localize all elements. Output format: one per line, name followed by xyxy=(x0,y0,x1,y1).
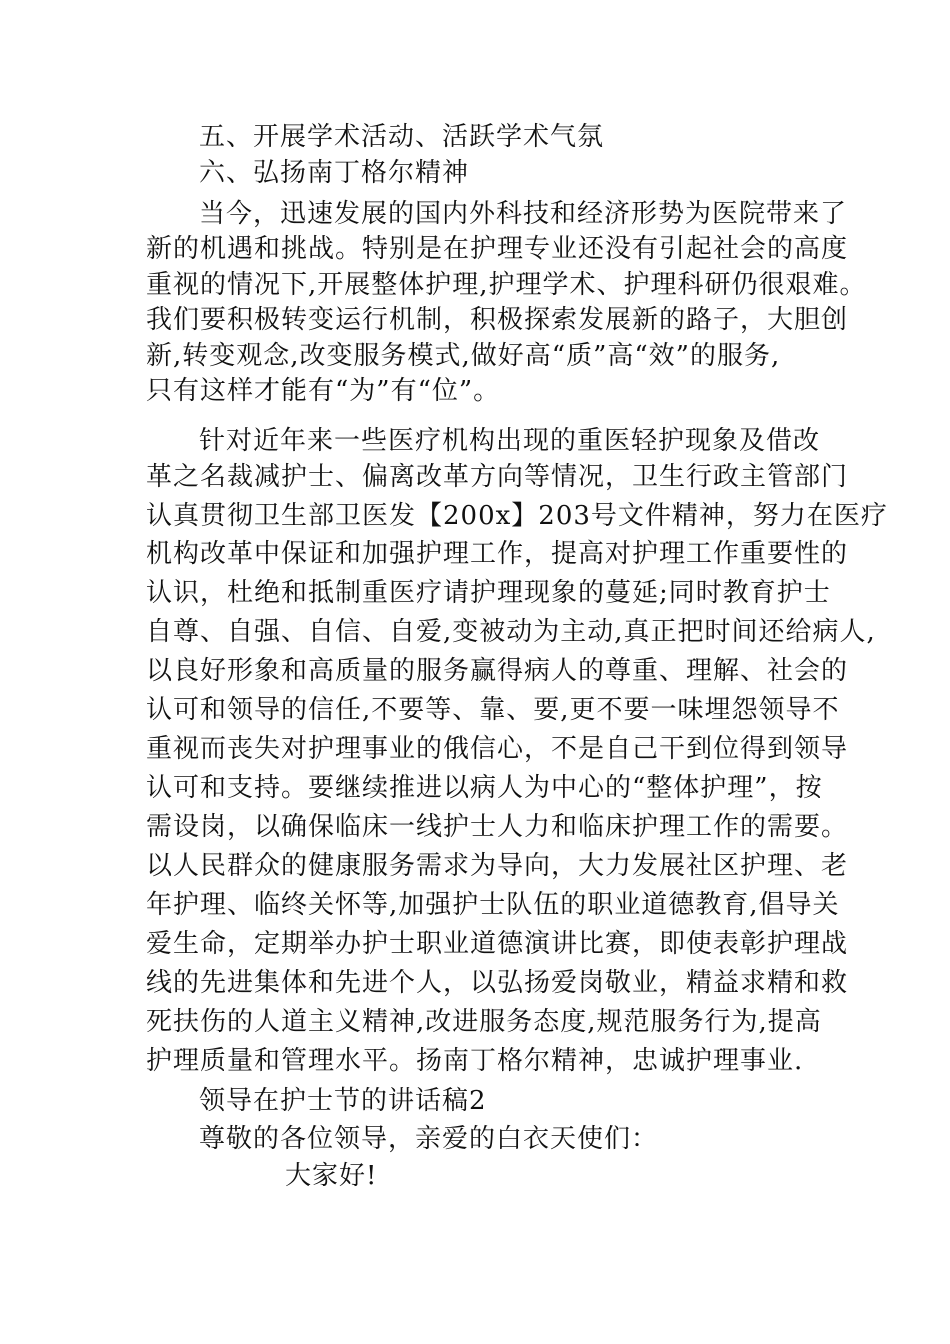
paragraph-2-line-1: 针对近年来一些医疗机构出现的重医轻护现象及借改 xyxy=(199,426,821,456)
paragraph-2-line-4: 机构改革中保证和加强护理工作，提高对护理工作重要性的 xyxy=(146,539,849,569)
paragraph-2-line-17: 护理质量和管理水平。扬南丁格尔精神，忠诚护理事业. xyxy=(146,1046,804,1076)
paragraph-2-line-15: 线的先进集体和先进个人，以弘扬爱岗敬业，精益求精和救 xyxy=(146,968,849,998)
paragraph-2-line-8: 认可和领导的信任,不要等、靠、要,更不要一味埋怨领导不 xyxy=(146,695,840,725)
salutation: 尊敬的各位领导，亲爱的白衣天使们： xyxy=(199,1124,659,1154)
paragraph-2-line-6: 自尊、自强、自信、自爱,变被动为主动,真正把时间还给病人, xyxy=(146,617,876,647)
paragraph-2-line-2: 革之名裁减护士、偏离改革方向等情况，卫生行政主管部门 xyxy=(146,462,849,492)
paragraph-2-line-7: 以良好形象和高质量的服务赢得病人的尊重、理解、社会的 xyxy=(146,656,849,686)
paragraph-1-line-2: 新的机遇和挑战。特别是在护理专业还没有引起社会的高度 xyxy=(146,234,849,264)
paragraph-2-line-13: 年护理、临终关怀等,加强护士队伍的职业道德教育,倡导关 xyxy=(146,890,840,920)
paragraph-1-line-1: 当今，迅速发展的国内外科技和经济形势为医院带来了 xyxy=(199,199,848,229)
greeting: 大家好! xyxy=(285,1161,378,1191)
paragraph-2-line-12: 以人民群众的健康服务需求为导向，大力发展社区护理、老 xyxy=(146,851,849,881)
paragraph-1-line-6: 只有这样才能有“为”有“位”。 xyxy=(146,376,501,406)
heading-section-6: 六、弘扬南丁格尔精神 xyxy=(199,158,470,188)
heading-section-5: 五、开展学术活动、活跃学术气氛 xyxy=(199,122,605,152)
paragraph-1-line-5: 新,转变观念,改变服务模式,做好高“质”高“效”的服务, xyxy=(146,341,781,371)
paragraph-2-line-10: 认可和支持。要继续推进以病人为中心的“整体护理”，按 xyxy=(146,773,823,803)
paragraph-2-line-16: 死扶伤的人道主义精神,改进服务态度,规范服务行为,提高 xyxy=(146,1007,822,1037)
paragraph-1-line-3: 重视的情况下,开展整体护理,护理学术、护理科研仍很艰难。 xyxy=(146,270,867,300)
paragraph-2-line-5: 认识，杜绝和抵制重医疗请护理现象的蔓延;同时教育护士 xyxy=(146,578,831,608)
paragraph-1-line-4: 我们要积极转变运行机制，积极探索发展新的路子，大胆创 xyxy=(146,305,849,335)
paragraph-2-line-9: 重视而丧失对护理事业的俄信心，不是自己干到位得到领导 xyxy=(146,734,849,764)
paragraph-2-line-14: 爱生命，定期举办护士职业道德演讲比赛，即使表彰护理战 xyxy=(146,929,849,959)
paragraph-2-line-3: 认真贯彻卫生部卫医发【200x】203号文件精神，努力在医疗 xyxy=(146,501,888,531)
speech-title: 领导在护士节的讲话稿2 xyxy=(199,1086,487,1116)
paragraph-2-line-11: 需设岗，以确保临床一线护士人力和临床护理工作的需要。 xyxy=(146,812,849,842)
